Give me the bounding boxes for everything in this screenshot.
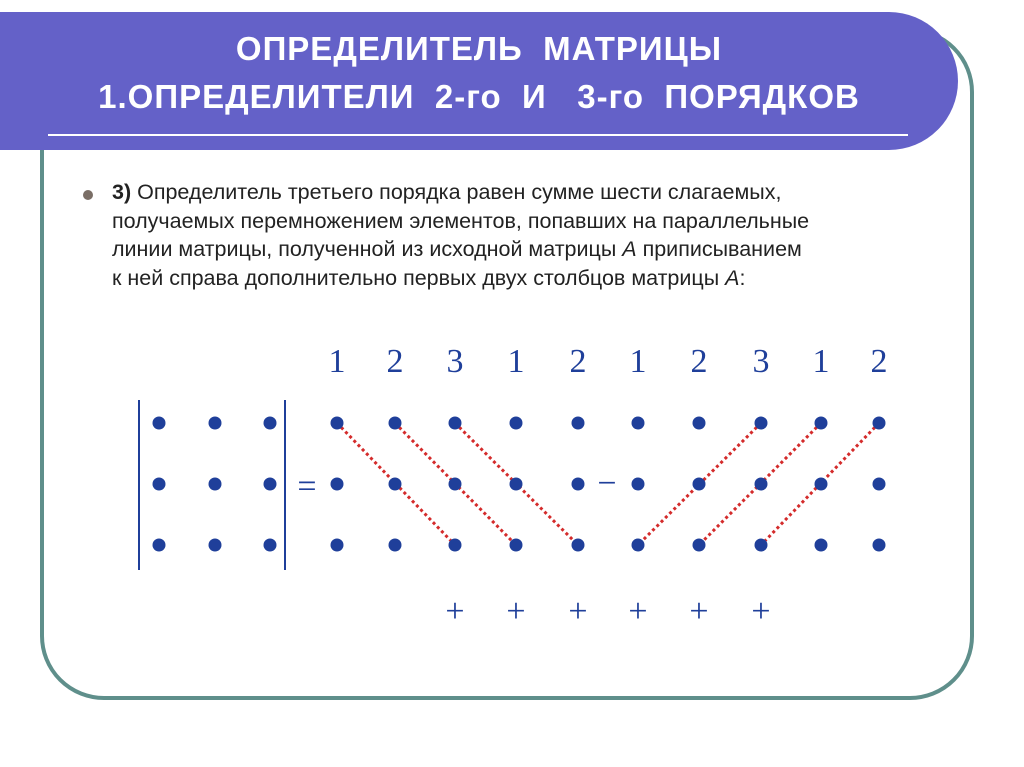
equals-sign: =: [297, 468, 317, 505]
matrix-dot: [815, 478, 828, 491]
matrix-dot: [632, 478, 645, 491]
matrix-dot: [755, 539, 768, 552]
matrix-dot: [632, 539, 645, 552]
column-label: 1: [812, 343, 830, 380]
matrix-dot: [264, 539, 277, 552]
matrix-dot: [572, 539, 585, 552]
matrix-dot: [264, 417, 277, 430]
matrix-dot: [209, 539, 222, 552]
matrix-dot: [693, 539, 706, 552]
plus-sign: +: [506, 593, 526, 630]
matrix-dot: [693, 417, 706, 430]
slide-subtitle: 1.ОПРЕДЕЛИТЕЛИ 2-го И 3-го ПОРЯДКОВ: [98, 78, 860, 115]
plus-signs: [445, 593, 770, 630]
column-label: 2: [870, 343, 888, 380]
matrix-dot: [873, 417, 886, 430]
minus-sign: −: [597, 465, 617, 502]
matrix-dot: [389, 539, 402, 552]
matrix-dot: [331, 417, 344, 430]
matrix-dot: [572, 417, 585, 430]
column-label: 3: [752, 343, 770, 380]
matrix-dot: [510, 478, 523, 491]
matrix-dot: [510, 417, 523, 430]
column-label: 1: [629, 343, 647, 380]
plus-sign: +: [628, 593, 648, 630]
matrix-dot: [755, 417, 768, 430]
matrix-dot: [389, 478, 402, 491]
matrix-dot: [331, 478, 344, 491]
matrix-dot: [693, 478, 706, 491]
matrix-dot: [449, 478, 462, 491]
matrix-dot: [632, 417, 645, 430]
item-number: 3): [112, 180, 132, 204]
column-label: 2: [690, 343, 708, 380]
matrix-dot: [153, 539, 166, 552]
text-line-1: Определитель третьего порядка равен сумме шести слагаемых,: [137, 180, 782, 204]
matrix-dot: [331, 539, 344, 552]
matrix-dot: [873, 478, 886, 491]
text-line-2: получаемых перемножением элементов, попавших на параллельные: [112, 208, 810, 233]
column-label: 1: [507, 343, 525, 380]
matrix-var: A: [725, 265, 740, 290]
matrix-dot: [873, 539, 886, 552]
matrix-dot: [449, 417, 462, 430]
plus-sign: +: [689, 593, 709, 630]
matrix-dot: [389, 417, 402, 430]
matrix-dot: [153, 478, 166, 491]
plus-sign: +: [751, 593, 771, 630]
matrix-dot: [815, 417, 828, 430]
text-line-3b: приписыванием: [636, 237, 802, 261]
column-labels: [329, 343, 888, 380]
column-label: 1: [328, 343, 346, 380]
column-label: 2: [569, 343, 587, 380]
column-label: 3: [446, 343, 464, 380]
matrix-var: A: [622, 237, 637, 261]
matrix-dot: [449, 539, 462, 552]
slide-title: ОПРЕДЕЛИТЕЛЬ МАТРИЦЫ: [235, 30, 723, 67]
matrix-dot: [209, 478, 222, 491]
plus-sign: +: [568, 593, 588, 630]
matrix-dot: [815, 539, 828, 552]
column-label: 2: [386, 343, 404, 380]
matrix-dot: [264, 478, 277, 491]
text-line-3a: линии матрицы, полученной из исходной матрицы: [112, 237, 623, 261]
matrix-dot: [572, 478, 585, 491]
matrix-dot: [209, 417, 222, 430]
matrix-dots: [153, 417, 886, 552]
text-line-4a: к ней справа дополнительно первых двух столбцов матрицы: [112, 265, 726, 290]
matrix-dot: [755, 478, 768, 491]
text-line-4b: :: [739, 265, 746, 290]
matrix-dot: [153, 417, 166, 430]
matrix-dot: [510, 539, 523, 552]
plus-sign: +: [445, 593, 465, 630]
